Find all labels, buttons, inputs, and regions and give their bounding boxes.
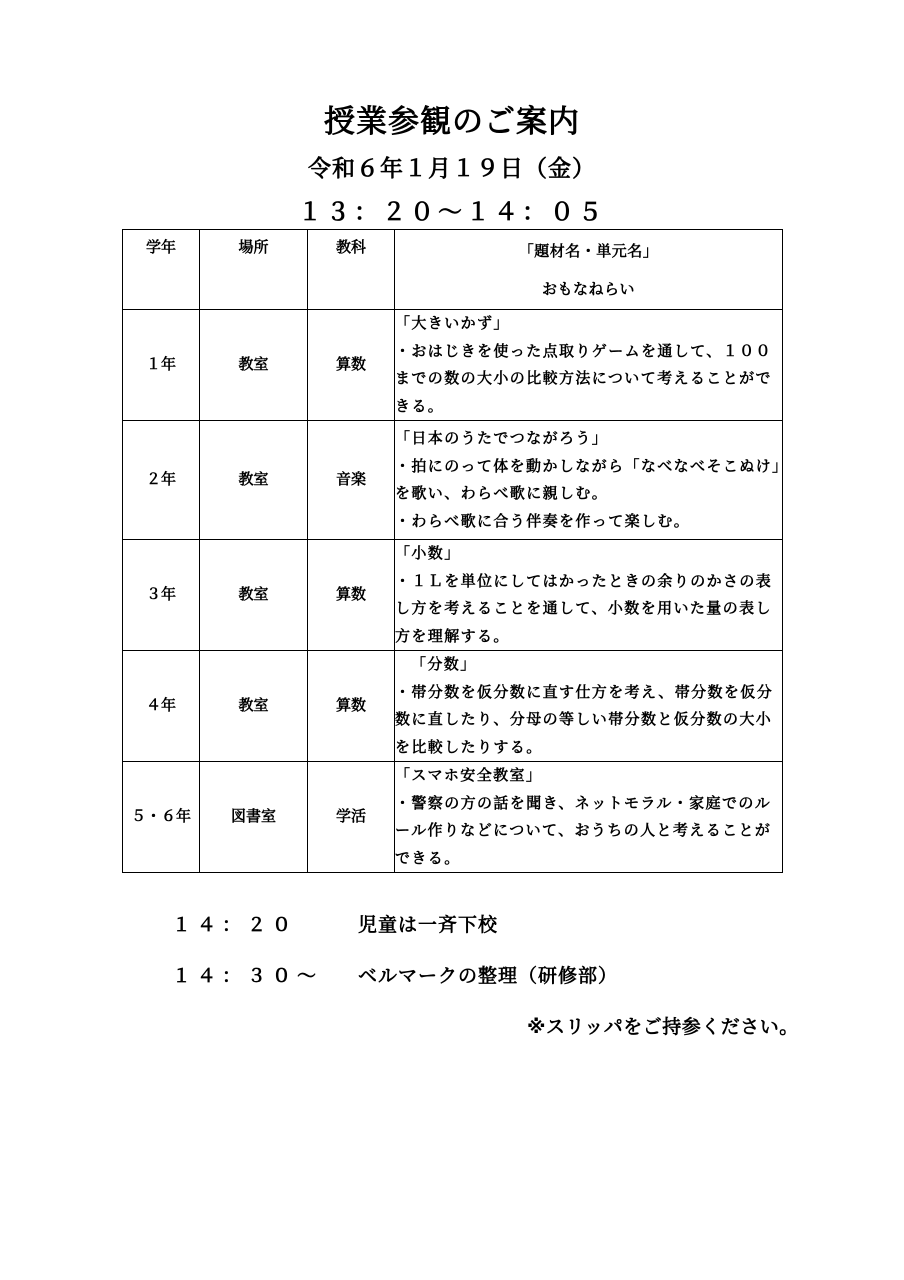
row-subject: 音楽 [308, 421, 395, 540]
table-row [123, 762, 783, 873]
row-subject: 算数 [308, 310, 395, 421]
row-subject: 算数 [308, 540, 395, 651]
bellmark-text: ベルマークの整理（研修部） [358, 965, 619, 987]
table-row [123, 421, 783, 540]
row-grade: ２年 [123, 421, 200, 540]
header-grade: 学年 [123, 230, 200, 310]
row-desc-2: ・わらべ歌に合う伴奏を作って楽しむ。 [395, 511, 691, 530]
header-subject: 教科 [308, 230, 395, 310]
dismissal-time: １４：２０ [172, 914, 298, 936]
header-content [395, 230, 783, 310]
header-place: 場所 [200, 230, 308, 310]
page-title: 授業参観のご案内 [324, 104, 580, 140]
row-desc: ・警察の方の話を聞き、ネットモラル・家庭でのルール作りなどについて、おうちの人と考えることができる。 [395, 793, 772, 867]
row-grade: ５・６年 [123, 762, 200, 873]
row-desc: ・１Ｌを単位にしてはかったときの余りのかさの表し方を考えることを通して、小数を用いた量の表し方を理解する。 [395, 571, 773, 645]
row-content [395, 421, 783, 540]
row-place: 図書室 [200, 762, 308, 873]
bellmark-time: １４：３０～ [172, 965, 323, 987]
event-date: 令和６年１月１９日（金） [308, 156, 596, 182]
row-place: 教室 [200, 421, 308, 540]
class-schedule-table [122, 229, 783, 873]
row-place: 教室 [200, 310, 308, 421]
row-desc: ・拍にのって体を動かしながら「なべなべそこぬけ」を歌い、わらべ歌に親しむ。 [395, 456, 781, 502]
slipper-note: ※スリッパをご持参ください。 [527, 1016, 799, 1038]
table-row [123, 651, 783, 762]
row-topic: 「大きいかず」 [395, 314, 510, 332]
dismissal-text: 児童は一斉下校 [358, 914, 499, 936]
row-topic: 「小数」 [395, 544, 461, 562]
row-topic: 「日本のうたでつながろう」 [395, 429, 609, 447]
row-content [395, 762, 783, 873]
row-grade: １年 [123, 310, 200, 421]
row-desc: ・おはじきを使った点取りゲームを通して、１００までの数の大小の比較方法について考えることができる。 [395, 341, 772, 415]
row-topic: 「分数」 [411, 655, 477, 673]
row-subject: 算数 [308, 651, 395, 762]
row-content [395, 651, 783, 762]
row-content [395, 310, 783, 421]
table-row [123, 310, 783, 421]
row-place: 教室 [200, 651, 308, 762]
row-desc: ・帯分数を仮分数に直す仕方を考え、帯分数を仮分数に直したり、分母の等しい帯分数と仮分数の大小を比較したりする。 [395, 682, 774, 756]
row-content [395, 540, 783, 651]
table-row [123, 540, 783, 651]
row-place: 教室 [200, 540, 308, 651]
header-content-sub: おもなねらい [541, 279, 635, 298]
row-grade: ３年 [123, 540, 200, 651]
header-content-title: 「題材名・単元名」 [518, 241, 659, 260]
row-topic: 「スマホ安全教室」 [395, 766, 543, 784]
row-subject: 学活 [308, 762, 395, 873]
row-grade: ４年 [123, 651, 200, 762]
table-header-row [123, 230, 783, 310]
event-time: １３：２０～１４：０５ [298, 198, 606, 226]
